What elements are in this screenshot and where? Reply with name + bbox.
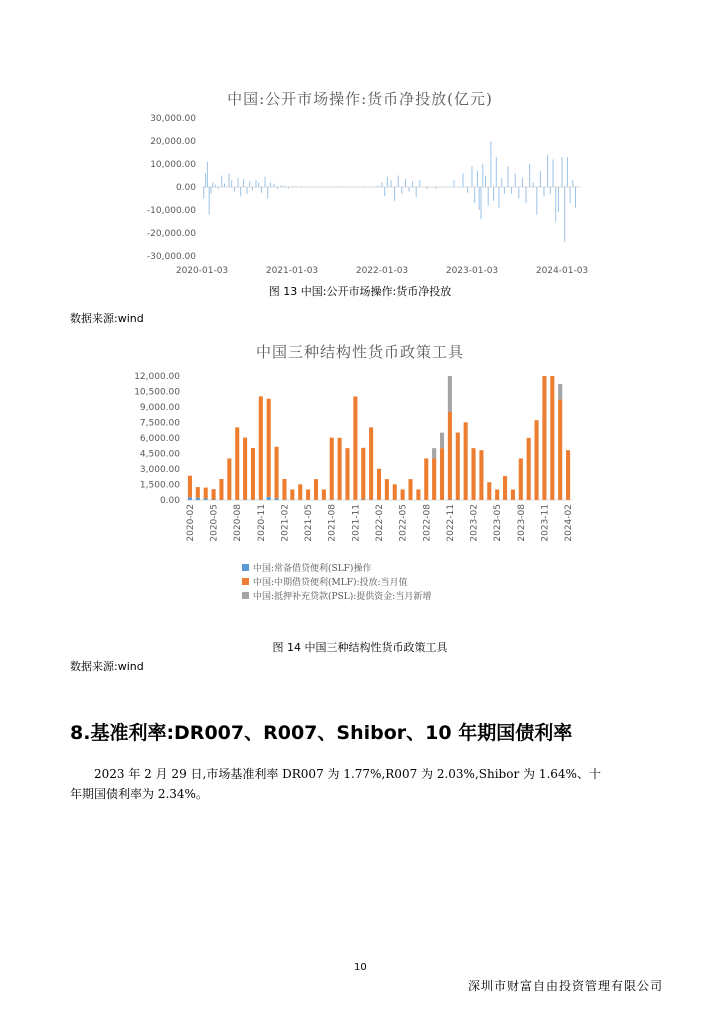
- x-tick-label: 2023-01-03: [445, 266, 499, 276]
- x-tick-label: 2024-01-03: [535, 266, 589, 276]
- data-bar: [515, 173, 516, 187]
- data-bar: [301, 186, 302, 187]
- data-bar-mlf: [542, 376, 546, 500]
- y-tick-label: 1,500.00: [139, 480, 180, 491]
- data-bar: [296, 187, 297, 188]
- data-bar-mlf: [338, 438, 342, 500]
- data-bar-mlf: [558, 400, 562, 500]
- y-tick-label: 9,000.00: [139, 403, 180, 413]
- y-tick-label: 12,000.00: [134, 372, 180, 382]
- data-bar-mlf: [259, 396, 263, 499]
- data-bar: [274, 184, 275, 187]
- data-bar: [384, 187, 385, 196]
- data-bar: [277, 187, 278, 189]
- data-bar: [405, 179, 406, 187]
- legend-swatch-psl: [242, 592, 249, 599]
- data-bar: [544, 187, 545, 196]
- data-bar-mlf: [330, 438, 334, 500]
- chart13-title: 中国:公开市场操作:货币净投放(亿元): [227, 90, 493, 108]
- x-tick-label: 2021-02: [280, 504, 291, 542]
- data-bar-mlf: [243, 438, 247, 500]
- data-bar: [205, 173, 206, 187]
- data-bar: [207, 162, 208, 187]
- x-tick-label: 2023-08: [516, 504, 527, 542]
- data-bar: [529, 164, 530, 187]
- data-bar-psl: [440, 433, 444, 449]
- data-bar-mlf: [267, 399, 271, 497]
- data-bar: [267, 187, 268, 199]
- y-tick-label: -30,000.00: [146, 252, 196, 262]
- x-tick-label: 2020-01-03: [175, 266, 229, 276]
- data-bar: [526, 187, 527, 203]
- data-bar-mlf: [298, 484, 302, 500]
- data-bar-mlf: [290, 489, 294, 499]
- data-bar-psl: [432, 448, 436, 458]
- data-bar: [211, 187, 212, 194]
- data-bar-mlf: [440, 448, 444, 500]
- data-bar: [391, 180, 392, 187]
- data-bar: [493, 187, 494, 201]
- data-bar: [508, 166, 509, 187]
- data-bar: [234, 187, 235, 192]
- data-bar: [558, 187, 559, 212]
- data-bar-mlf: [393, 484, 397, 500]
- data-bar: [472, 166, 473, 187]
- y-tick-label: 7,500.00: [139, 418, 180, 429]
- chart14-title: 中国三种结构性货币政策工具: [255, 343, 464, 361]
- y-tick-label: -10,000.00: [146, 206, 196, 216]
- x-tick-label: 2021-08: [327, 504, 338, 542]
- data-bar: [284, 186, 285, 187]
- data-bar: [319, 187, 320, 188]
- x-tick-label: 2023-02: [469, 504, 480, 542]
- data-bar: [490, 141, 491, 187]
- chart14-legend: [242, 560, 431, 602]
- legend-swatch-mlf: [242, 578, 249, 585]
- data-bar: [518, 187, 519, 199]
- chart14-source: 数据来源:wind: [70, 660, 144, 673]
- data-bar-slf: [275, 498, 279, 500]
- data-bar: [346, 187, 347, 188]
- data-bar: [553, 159, 554, 187]
- y-tick-label: 10,000.00: [150, 160, 196, 170]
- y-tick-label: 0.00: [175, 183, 196, 193]
- y-tick-label: -20,000.00: [146, 229, 196, 239]
- data-bar: [540, 171, 541, 187]
- data-bar: [479, 187, 480, 210]
- chart13-source: 数据来源:wind: [70, 312, 144, 325]
- data-bar-mlf: [511, 489, 515, 499]
- data-bar: [499, 187, 500, 208]
- data-bar: [261, 187, 262, 193]
- data-bar: [536, 187, 537, 215]
- data-bar: [355, 187, 356, 188]
- data-bar: [504, 187, 505, 194]
- data-bar: [281, 185, 282, 187]
- y-tick-label: 4,500.00: [139, 449, 180, 460]
- y-tick-label: 3,000.00: [139, 465, 180, 475]
- data-bar-mlf: [314, 479, 318, 500]
- data-bar: [209, 187, 210, 215]
- data-bar: [337, 186, 338, 187]
- data-bar: [485, 176, 486, 188]
- legend-item-mlf: [242, 574, 431, 588]
- legend-label-slf: 中国:常备借贷便利(SLF)操作: [253, 563, 372, 574]
- data-bar-mlf: [471, 448, 475, 500]
- data-bar: [221, 176, 222, 188]
- legend-item-slf: [242, 560, 431, 574]
- data-bar-mlf: [495, 489, 499, 499]
- data-bar: [427, 187, 428, 189]
- data-bar: [488, 187, 489, 205]
- data-bar-mlf: [377, 469, 381, 500]
- data-bar-mlf: [369, 427, 373, 499]
- data-bar-mlf: [456, 433, 460, 500]
- data-bar: [240, 187, 241, 196]
- data-bar: [377, 186, 378, 187]
- data-bar-mlf: [401, 489, 405, 499]
- data-bar: [387, 177, 388, 187]
- data-bar-mlf: [527, 438, 531, 500]
- data-bar: [501, 178, 502, 187]
- data-bar-mlf: [353, 396, 357, 499]
- data-bar: [218, 187, 219, 189]
- data-bar-mlf: [212, 489, 216, 499]
- chart13-plot: [130, 110, 590, 290]
- data-bar: [419, 180, 420, 187]
- data-bar: [203, 187, 204, 199]
- data-bar: [265, 177, 266, 187]
- section-heading: 8.基准利率:DR007、R007、Shibor、10 年期国债利率: [70, 722, 573, 744]
- data-bar: [567, 157, 568, 187]
- data-bar-mlf: [196, 487, 200, 498]
- x-tick-label: 2023-05: [493, 504, 504, 542]
- data-bar: [394, 187, 395, 201]
- data-bar-mlf: [448, 412, 452, 500]
- data-bar-mlf: [322, 489, 326, 499]
- x-tick-label: 2022-11: [445, 504, 456, 542]
- data-bar-slf: [448, 499, 452, 500]
- x-tick-label: 2020-05: [209, 504, 220, 542]
- data-bar-mlf: [275, 447, 279, 499]
- data-bar-mlf: [432, 458, 436, 499]
- data-bar: [229, 173, 230, 187]
- data-bar: [496, 157, 497, 187]
- data-bar-mlf: [464, 422, 468, 500]
- legend-label-mlf: 中国:中期借贷便利(MLF):投放:当月值: [253, 577, 408, 588]
- data-bar-slf: [361, 499, 365, 500]
- data-bar-mlf: [416, 489, 420, 499]
- legend-label-psl: 中国:抵押补充贷款(PSL):提供资金:当月新增: [253, 591, 432, 602]
- section-paragraph-line2: 年期国债利率为 2.34%。: [70, 787, 208, 801]
- data-bar: [212, 182, 213, 187]
- chart14-plot: [120, 368, 580, 558]
- data-bar: [511, 187, 512, 194]
- data-bar-mlf: [251, 448, 255, 500]
- data-bar: [215, 185, 216, 187]
- data-bar: [409, 187, 410, 192]
- data-bar: [547, 155, 548, 187]
- data-bar: [562, 157, 563, 187]
- data-bar: [474, 187, 475, 203]
- data-bar-psl: [558, 384, 562, 400]
- data-bar: [382, 182, 383, 187]
- data-bar-mlf: [345, 448, 349, 500]
- data-bar: [416, 187, 417, 197]
- data-bar-slf: [267, 497, 271, 500]
- data-bar-mlf: [385, 479, 389, 500]
- data-bar: [555, 187, 556, 222]
- page-number: 10: [354, 962, 367, 973]
- x-tick-label: 2020-11: [256, 504, 267, 542]
- x-tick-label: 2021-01-03: [265, 266, 319, 276]
- data-bar: [522, 178, 523, 187]
- data-bar: [292, 186, 293, 187]
- data-bar-slf: [188, 497, 192, 500]
- data-bar-mlf: [535, 420, 539, 500]
- data-bar: [310, 187, 311, 188]
- legend-item-psl: [242, 588, 431, 602]
- x-tick-label: 2022-02: [375, 504, 385, 542]
- data-bar: [249, 181, 250, 187]
- data-bar: [252, 187, 253, 190]
- chart14-caption: 图 14 中国三种结构性货币政策工具: [272, 641, 448, 654]
- legend-swatch-slf: [242, 564, 249, 571]
- data-bar-mlf: [361, 448, 365, 500]
- data-bar: [477, 171, 478, 187]
- data-bar: [550, 187, 551, 194]
- data-bar-mlf: [227, 458, 231, 499]
- data-bar: [256, 180, 257, 187]
- data-bar-mlf: [566, 450, 570, 500]
- data-bar-mlf: [219, 479, 223, 500]
- data-bar: [482, 164, 483, 187]
- data-bar: [533, 182, 534, 187]
- footer-company: 深圳市财富自由投资管理有限公司: [468, 979, 664, 993]
- x-tick-label: 2021-11: [351, 504, 362, 542]
- data-bar-mlf: [282, 479, 286, 500]
- x-tick-label: 2024-02: [564, 504, 575, 542]
- y-tick-label: 6,000.00: [139, 434, 180, 444]
- data-bar-mlf: [487, 482, 491, 500]
- data-bar: [224, 184, 225, 187]
- data-bar-mlf: [408, 479, 412, 500]
- chart13-caption: 图 13 中国:公开市场操作:货币净投放: [268, 285, 452, 298]
- y-tick-label: 0.00: [159, 496, 180, 506]
- x-tick-label: 2020-02: [185, 504, 196, 542]
- data-bar-mlf: [306, 489, 310, 499]
- section-paragraph-line1: 2023 年 2 月 29 日,市场基准利率 DR007 为 1.77%,R007 为 2.03%,Shibor 为 1.64%、十: [94, 767, 601, 781]
- data-bar-psl: [448, 376, 452, 412]
- data-bar: [364, 187, 365, 188]
- data-bar: [564, 187, 565, 242]
- data-bar: [247, 187, 248, 194]
- data-bar-mlf: [503, 476, 507, 500]
- data-bar: [481, 187, 482, 219]
- data-bar-slf: [204, 498, 208, 500]
- data-bar: [572, 180, 573, 187]
- data-bar-mlf: [204, 488, 208, 499]
- data-bar-mlf: [424, 458, 428, 499]
- data-bar-mlf: [550, 376, 554, 500]
- data-bar-mlf: [188, 476, 192, 498]
- data-bar-slf: [196, 498, 200, 500]
- data-bar: [398, 176, 399, 188]
- data-bar: [288, 187, 289, 188]
- x-tick-label: 2022-05: [398, 504, 409, 542]
- x-tick-label: 2022-08: [422, 504, 433, 542]
- data-bar-mlf: [479, 450, 483, 500]
- data-bar: [270, 182, 271, 187]
- data-bar-mlf: [235, 427, 239, 499]
- data-bar: [258, 182, 259, 187]
- y-tick-label: 30,000.00: [150, 114, 196, 124]
- data-bar: [436, 187, 437, 189]
- data-bar-slf: [212, 499, 216, 500]
- y-tick-label: 20,000.00: [150, 137, 196, 147]
- data-bar: [401, 187, 402, 194]
- data-bar: [570, 187, 571, 203]
- data-bar: [454, 180, 455, 187]
- data-bar: [463, 173, 464, 187]
- data-bar: [243, 179, 244, 187]
- data-bar: [231, 180, 232, 187]
- data-bar: [575, 187, 576, 208]
- data-bar: [328, 187, 329, 188]
- x-tick-label: 2020-08: [233, 504, 244, 542]
- data-bar: [467, 187, 468, 193]
- y-tick-label: 10,500.00: [134, 387, 180, 398]
- data-bar-mlf: [519, 458, 523, 499]
- x-tick-label: 2023-11: [540, 504, 551, 542]
- data-bar: [412, 181, 413, 187]
- data-bar: [238, 178, 239, 187]
- x-tick-label: 2021-05: [304, 504, 315, 542]
- x-tick-label: 2022-01-03: [355, 266, 409, 276]
